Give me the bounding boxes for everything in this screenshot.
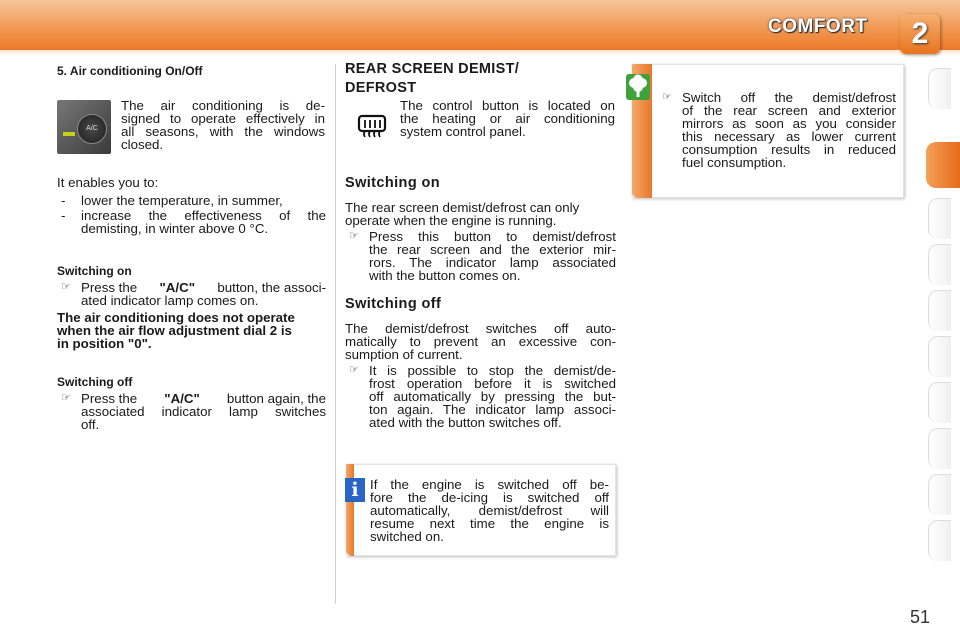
text-line: all seasons, with the windows bbox=[121, 124, 325, 139]
text-fragment: Press the bbox=[81, 280, 138, 295]
text-line: The control button is located on bbox=[400, 98, 615, 113]
ac-heading: 5. Air conditioning On/Off bbox=[57, 64, 203, 78]
side-tab[interactable] bbox=[928, 474, 951, 515]
ac-warning bbox=[57, 311, 327, 350]
text-line: ated with the button switches off. bbox=[369, 415, 562, 430]
bullet-icon: ☞ bbox=[662, 91, 672, 103]
ac-button-icon bbox=[57, 100, 111, 154]
text-line: with the button comes on. bbox=[369, 268, 521, 283]
text-line: rors. The indicator lamp associated bbox=[369, 255, 616, 270]
info-box-text bbox=[370, 478, 609, 543]
text-line: when the air flow adjustment dial 2 is bbox=[57, 323, 292, 338]
chapter-badge: 2 bbox=[900, 14, 940, 54]
title-line: REAR SCREEN DEMIST/ bbox=[345, 61, 520, 77]
switching-on-text bbox=[81, 281, 326, 307]
key-label: "A/C" bbox=[164, 391, 200, 406]
demist-on-body bbox=[345, 201, 617, 227]
text-line: The air conditioning is de- bbox=[121, 98, 325, 113]
text-line: demisting, in winter above 0 °C. bbox=[81, 221, 269, 236]
bullet-icon: ☞ bbox=[349, 364, 359, 376]
text-line: The demist/defrost switches off auto- bbox=[345, 321, 616, 336]
text-line: signed to operate effectively in bbox=[121, 111, 325, 126]
text-line: automatically, demist/defrost will bbox=[370, 503, 609, 518]
text-line: ton again. The indicator lamp associ- bbox=[369, 402, 616, 417]
demist-off-body bbox=[345, 322, 616, 361]
text-line: this necessary as lower current bbox=[682, 129, 896, 144]
demist-on-bullet bbox=[369, 230, 616, 282]
text-line: in position "0". bbox=[57, 336, 152, 351]
header-strip bbox=[0, 50, 960, 56]
side-tab[interactable] bbox=[928, 68, 951, 109]
text-line: If the engine is switched off be- bbox=[370, 477, 609, 492]
demist-off-heading: Switching off bbox=[345, 296, 442, 312]
text-fragment: button again, the bbox=[226, 391, 326, 406]
bullet-icon: ☞ bbox=[61, 392, 71, 404]
text-line: switched on. bbox=[370, 529, 444, 544]
control-location-text bbox=[400, 99, 615, 138]
switching-off-heading: Switching off bbox=[57, 375, 133, 389]
side-tab[interactable] bbox=[928, 290, 951, 331]
list-item bbox=[81, 209, 326, 235]
indicator-lamp-icon bbox=[63, 132, 75, 136]
page-number: 51 bbox=[910, 607, 931, 627]
text-line: Press this button to demist/defrost bbox=[369, 229, 616, 244]
text-line: ated indicator lamp comes on. bbox=[81, 293, 259, 308]
side-tab[interactable] bbox=[928, 336, 951, 377]
demist-on-heading: Switching on bbox=[345, 175, 441, 191]
side-tab[interactable] bbox=[928, 198, 951, 239]
bullet-icon: ☞ bbox=[349, 230, 359, 242]
page-title bbox=[345, 60, 519, 98]
bullet-icon: ☞ bbox=[61, 281, 71, 293]
text-line: It is possible to stop the demist/de- bbox=[369, 363, 616, 378]
section-title: COMFORT bbox=[768, 16, 868, 37]
text-line: consumption results in reduced bbox=[682, 142, 896, 157]
title-line: DEFROST bbox=[345, 80, 417, 96]
switching-on-heading: Switching on bbox=[57, 264, 132, 278]
text-line: system control panel. bbox=[400, 124, 526, 139]
text-line: sumption of current. bbox=[345, 347, 463, 362]
text-line: the heating or air conditioning bbox=[400, 111, 615, 126]
text-line: The air conditioning does not operate bbox=[57, 310, 295, 325]
text-line: frost operation before it is switched bbox=[369, 376, 616, 391]
text-line: closed. bbox=[121, 137, 164, 152]
text-line: fuel consumption. bbox=[682, 155, 787, 170]
eco-box-text bbox=[682, 91, 896, 169]
rear-defrost-icon bbox=[357, 113, 387, 141]
text-fragment: button, the associ- bbox=[217, 280, 326, 295]
info-icon: i bbox=[345, 478, 365, 502]
side-tab[interactable] bbox=[928, 428, 951, 469]
key-label: "A/C" bbox=[159, 280, 196, 295]
text-line: mirrors as soon as you consider bbox=[682, 116, 896, 131]
text-line: Switch off the demist/defrost bbox=[682, 90, 896, 105]
list-item: lower the temperature, in summer, bbox=[81, 193, 283, 208]
text-line: matically to prevent an excessive con- bbox=[345, 334, 616, 349]
text-line: off. bbox=[81, 417, 100, 432]
text-line: the rear screen and the exterior mir- bbox=[369, 242, 616, 257]
list-dash: - bbox=[61, 208, 66, 223]
tree-icon bbox=[626, 74, 650, 100]
demist-off-bullet bbox=[369, 364, 616, 429]
ac-button-label: A/C bbox=[77, 114, 107, 144]
side-tab[interactable] bbox=[928, 520, 951, 561]
text-line: operate when the engine is running. bbox=[345, 213, 557, 228]
text-line: off automatically by pressing the but- bbox=[369, 389, 616, 404]
text-line: fore the de-icing is switched off bbox=[370, 490, 609, 505]
switching-off-text bbox=[81, 392, 326, 431]
text-line: resume next time the engine is bbox=[370, 516, 609, 531]
list-dash: - bbox=[61, 193, 66, 208]
text-fragment: Press the bbox=[81, 391, 138, 406]
column-divider bbox=[335, 64, 336, 604]
side-tab[interactable] bbox=[928, 244, 951, 285]
text-line: of the rear screen and exterior bbox=[682, 103, 896, 118]
ac-intro bbox=[121, 99, 325, 151]
text-line: The rear screen demist/defrost can only bbox=[345, 200, 580, 215]
text-line: increase the effectiveness of the bbox=[81, 208, 326, 223]
side-tab[interactable] bbox=[928, 382, 951, 423]
enables-text: It enables you to: bbox=[57, 175, 159, 190]
text-line: associated indicator lamp switches bbox=[81, 404, 326, 419]
side-tab-active[interactable] bbox=[926, 142, 960, 188]
